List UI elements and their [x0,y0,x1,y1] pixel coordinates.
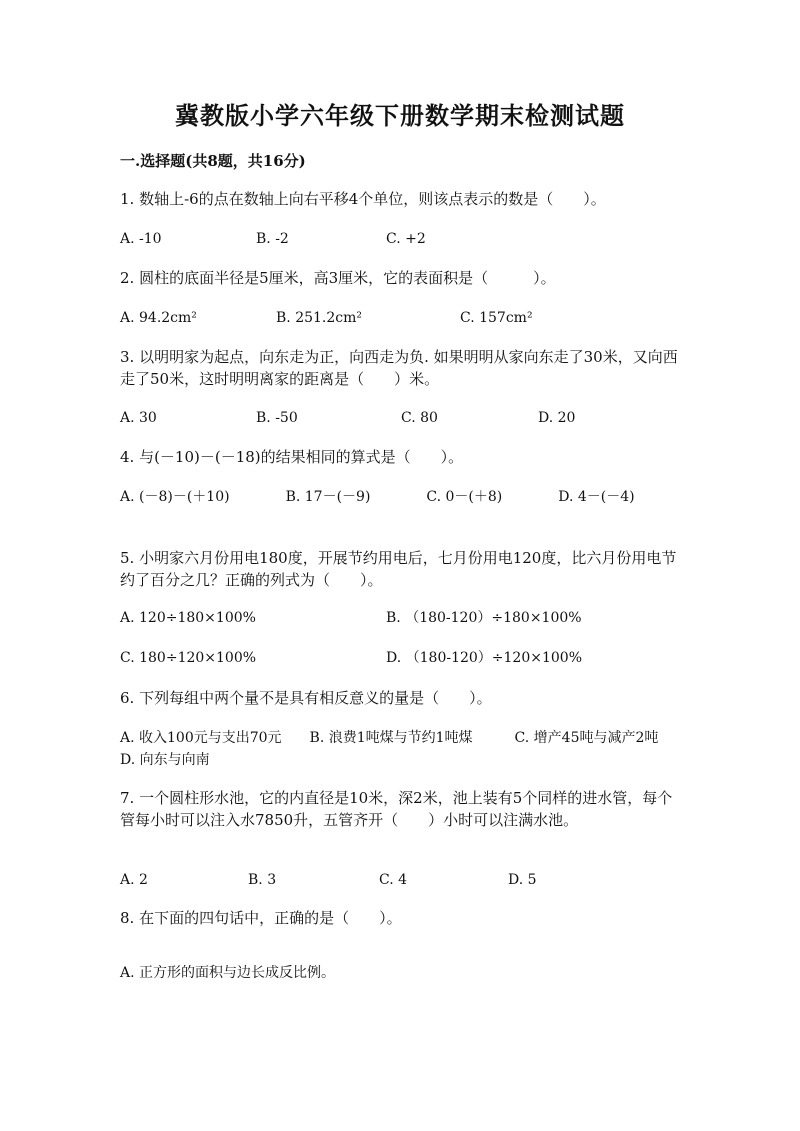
q1-option-a: A. -10 [120,231,162,247]
question-1: 1. 数轴上-6的点在数轴上向右平移4个单位，则该点表示的数是（ ）。 [120,190,606,208]
q5-option-d: D. （180-120）÷120×100% [386,650,583,666]
q6-options: A. 收入100元与支出70元 B. 浪费1吨煤与节约1吨煤 C. 增产45吨与减产2吨 D. 向东与向南 [120,730,701,768]
question-2: 2. 圆柱的底面半径是5厘米，高3厘米，它的表面积是（ ）。 [120,269,556,287]
q3-option-b: B. -50 [256,410,298,426]
q2-option-a: A. 94.2cm² [120,310,197,326]
q1-option-c: C. +2 [386,231,426,247]
question-3: 3. 以明明家为起点，向东走为正，向西走为负. 如果明明从家向东走了30米，又向西走了50米，这时明明离家的距离是（ ）米。 [120,348,678,388]
q8-option-a: A. 正方形的面积与边长成反比例。 [120,965,336,981]
q1-option-b: B. -2 [256,231,289,247]
question-8: 8. 在下面的四句话中，正确的是（ ）。 [120,909,402,927]
q7-option-c: C. 4 [379,872,408,888]
q3-option-c: C. 80 [401,410,438,426]
question-5: 5. 小明家六月份用电180度，开展节约用电后，七月份用电120度，比六月份用电节约了百分之几？正确的列式为（ ）。 [120,549,677,589]
q3-option-d: D. 20 [538,410,576,426]
q3-option-a: A. 30 [120,410,157,426]
page-title: 冀教版小学六年级下册数学期末检测试题 [175,101,625,130]
q4-options: A. (－8)－(＋10) B. 17－(－9) C. 0－(＋8) D. 4－(－4) [120,489,635,505]
question-7: 7. 一个圆柱形水池，它的内直径是10米，深2米，池上装有5个同样的进水管，每个管每小时可以注入水7850升，五管齐开（ ）小时可以注满水池。 [120,789,673,829]
q2-option-c: C. 157cm² [460,310,533,326]
question-4: 4. 与(－10)－(－18)的结果相同的算式是（ ）。 [120,448,464,466]
q5-option-c: C. 180÷120×100% [120,650,257,666]
q7-option-b: B. 3 [248,872,277,888]
q2-option-b: B. 251.2cm² [276,310,362,326]
q5-option-b: B. （180-120）÷180×100% [386,610,582,626]
q7-option-a: A. 2 [120,872,148,888]
q7-option-d: D. 5 [508,872,537,888]
question-6: 6. 下列每组中两个量不是具有相反意义的量是（ ）。 [120,689,492,707]
section-heading: 一.选择题(共8题，共16分) [120,152,306,170]
q5-option-a: A. 120÷180×100% [120,610,256,626]
